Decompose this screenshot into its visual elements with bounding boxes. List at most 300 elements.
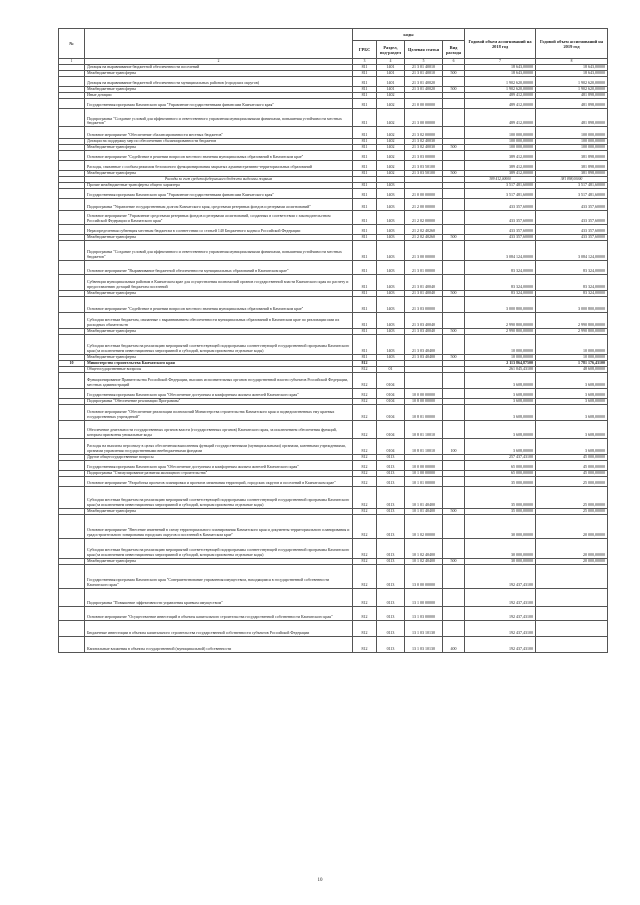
grbs-cell: 812 xyxy=(353,372,377,388)
target-article-cell: 10 0 00 00000 xyxy=(405,388,443,398)
row-name-cell: Государственная программа Камчатского края "Управление государственными финансами Камчатского края" xyxy=(85,99,353,109)
amount-2018-cell: 389 412,00000 xyxy=(465,161,536,171)
header-2019: Годовой объем ассигнований на 2019 год xyxy=(536,29,608,59)
amount-2019-cell: 1 902 620,00000 xyxy=(536,77,608,87)
amount-2019-cell: 20 000,00000 xyxy=(536,538,608,558)
amount-2019-cell: 381 898,00000 xyxy=(536,161,608,171)
target-article-cell: 21 0 00 00000 xyxy=(405,99,443,109)
row-number-cell xyxy=(59,372,85,388)
amount-2019-cell: 3 608,00000 xyxy=(536,388,608,398)
amount-2019-cell: 25 000,00000 xyxy=(536,486,608,508)
expense-type-cell: 500 xyxy=(443,508,465,514)
section-cell: 0113 xyxy=(377,476,405,486)
amount-2018-cell: 3 608,00000 xyxy=(465,404,536,420)
section-cell: 0104 xyxy=(377,388,405,398)
amount-2018-cell: 433 357,60000 xyxy=(465,224,536,234)
expense-type-cell: 500 xyxy=(443,234,465,240)
table-row xyxy=(59,636,608,652)
amount-2019-cell: 20 000,00000 xyxy=(536,558,608,564)
section-cell: 1401 xyxy=(377,77,405,87)
expense-type-cell xyxy=(443,274,465,290)
row-number-cell xyxy=(59,240,85,260)
target-article-cell: 10 1 02 40400 xyxy=(405,558,443,564)
table-row xyxy=(59,77,608,87)
row-name-cell: Основное мероприятие "Содействие в решении вопросов местного значения муниципальных образований в Камчатском крае" xyxy=(85,151,353,161)
section-cell: 1402 xyxy=(377,93,405,99)
index-cell: 3 xyxy=(353,59,377,65)
section-cell: 0113 xyxy=(377,564,405,588)
grbs-cell: 811 xyxy=(353,334,377,354)
target-article-cell: 21 3 01 40010 xyxy=(405,71,443,77)
grbs-cell: 812 xyxy=(353,420,377,438)
row-name-cell: Подпрограмма "Создание условий для эффективного и ответственного управления муниципальными финансами, повышения устойчивости местных бюджетов" xyxy=(85,109,353,127)
amount-2018-cell: 3 084 124,00000 xyxy=(465,240,536,260)
target-article-cell: 21 3 00 00000 xyxy=(405,240,443,260)
grbs-cell: 811 xyxy=(353,151,377,161)
amount-2019-cell: 433 357,60000 xyxy=(536,210,608,224)
row-name-cell: Расходы на выплаты персоналу в целях обеспечения выполнения функций государственными (муниципальными) органами, казенными учреждениями, органами управления государственными внебюджетными фондами xyxy=(85,438,353,454)
amount-2018-cell: 489 412,00000 xyxy=(465,99,536,109)
amount-2019-cell: 3 000 800,00000 xyxy=(536,296,608,312)
section-cell: 0113 xyxy=(377,558,405,564)
table-row xyxy=(59,476,608,486)
amount-2018-cell: 18 643,00000 xyxy=(465,65,536,71)
row-name-cell: Прочие межбюджетные трансферты общего характера xyxy=(85,182,353,188)
grbs-cell: 812 xyxy=(353,360,377,366)
expense-type-cell xyxy=(443,514,465,538)
amount-2019-cell: 83 324,00000 xyxy=(536,290,608,296)
amount-2019-cell: 3 608,00000 xyxy=(536,404,608,420)
amount-2018-cell: 389 412,00000 xyxy=(465,151,536,161)
row-number-cell xyxy=(59,606,85,620)
row-number-cell xyxy=(59,312,85,328)
expense-type-cell xyxy=(443,588,465,606)
row-name-cell: Межбюджетные трансферты xyxy=(85,87,353,93)
expense-type-cell xyxy=(443,620,465,636)
row-number-cell xyxy=(59,564,85,588)
table-row xyxy=(59,260,608,274)
grbs-cell: 811 xyxy=(353,77,377,87)
section-cell: 0113 xyxy=(377,620,405,636)
index-cell: 7 xyxy=(465,59,536,65)
header-2018: Годовой объем ассигнований на 2018 год xyxy=(465,29,536,59)
amount-2019-cell xyxy=(536,620,608,636)
amount-2019-cell xyxy=(536,606,608,620)
target-article-cell: 21 3 03 00000 xyxy=(405,151,443,161)
amount-2019-cell xyxy=(536,636,608,652)
table-row xyxy=(59,274,608,290)
row-number-cell xyxy=(59,188,85,198)
table-row xyxy=(59,210,608,224)
row-number-cell xyxy=(59,210,85,224)
grbs-cell: 811 xyxy=(353,161,377,171)
amount-2019-cell: 381 898,00000 xyxy=(536,171,608,177)
amount-2018-cell: 489 412,00000 xyxy=(465,109,536,127)
amount-2018-cell: 10 000,00000 xyxy=(465,354,536,360)
amount-2019-cell: 481 898,00000 xyxy=(536,93,608,99)
amount-2018-cell: 433 357,60000 xyxy=(465,198,536,210)
row-number-cell xyxy=(59,224,85,234)
amount-2018-cell: 18 643,00000 xyxy=(465,71,536,77)
amount-2019-cell: 18 643,00000 xyxy=(536,71,608,77)
amount-2018-cell: 1 902 620,00000 xyxy=(465,87,536,93)
grbs-cell: 811 xyxy=(353,182,377,188)
grbs-cell: 812 xyxy=(353,460,377,470)
section-cell: 1403 xyxy=(377,334,405,354)
section-cell: 0104 xyxy=(377,420,405,438)
amount-2019-cell: 25 000,00000 xyxy=(536,508,608,514)
target-article-cell: 21 2 00 00000 xyxy=(405,198,443,210)
target-article-cell: 21 3 02 40030 xyxy=(405,139,443,145)
section-cell: 1403 xyxy=(377,182,405,188)
target-article-cell: 10 8 00 00000 xyxy=(405,398,443,404)
section-cell: 1402 xyxy=(377,161,405,171)
target-article-cell: 13 0 00 00000 xyxy=(405,564,443,588)
target-article-cell: 21 3 01 40020 xyxy=(405,77,443,87)
row-number-cell xyxy=(59,161,85,171)
table-row xyxy=(59,514,608,538)
row-number-cell xyxy=(59,476,85,486)
section-cell: 01 xyxy=(377,366,405,372)
target-article-cell: 21 3 01 40020 xyxy=(405,87,443,93)
header-target: Целевая статья xyxy=(405,41,443,59)
grbs-cell: 811 xyxy=(353,99,377,109)
index-cell: 6 xyxy=(443,59,465,65)
amount-2018-cell: 83 324,00000 xyxy=(465,274,536,290)
grbs-cell: 812 xyxy=(353,470,377,476)
row-name-cell: Подпрограмма "Создание условий для эффективного и ответственного управления муниципальными финансами, повышения устойчивости местных бюджетов" xyxy=(85,240,353,260)
grbs-cell: 811 xyxy=(353,109,377,127)
section-cell: 1403 xyxy=(377,210,405,224)
budget-table-sheet xyxy=(58,28,607,653)
expense-type-cell xyxy=(443,127,465,139)
amount-2019-cell: 100 000,00000 xyxy=(536,145,608,151)
amount-2018-cell: 30 000,00000 xyxy=(465,538,536,558)
target-article-cell: 10 1 00 00000 xyxy=(405,470,443,476)
grbs-cell: 812 xyxy=(353,476,377,486)
target-article-cell: 21 3 02 00000 xyxy=(405,127,443,139)
section-cell: 0104 xyxy=(377,398,405,404)
grbs-cell: 811 xyxy=(353,210,377,224)
table-row xyxy=(59,109,608,127)
amount-2018-cell: 192 437,43100 xyxy=(465,636,536,652)
amount-2019-cell: 3 608,00000 xyxy=(536,398,608,404)
grbs-cell: 811 xyxy=(353,188,377,198)
expense-type-cell xyxy=(443,260,465,274)
section-cell: 0113 xyxy=(377,538,405,558)
section-cell: 0104 xyxy=(377,438,405,454)
table-row xyxy=(59,224,608,234)
section-cell: 1403 xyxy=(377,224,405,234)
row-number-cell xyxy=(59,420,85,438)
target-article-cell: 10 1 01 40400 xyxy=(405,508,443,514)
table-row xyxy=(59,372,608,388)
grbs-cell: 811 xyxy=(353,71,377,77)
grbs-cell: 812 xyxy=(353,388,377,398)
header-name xyxy=(85,29,353,59)
grbs-cell: 811 xyxy=(353,274,377,290)
expense-type-cell xyxy=(443,606,465,620)
target-article-cell: 13 1 03 10130 xyxy=(405,620,443,636)
target-article-cell: 10 0 00 00000 xyxy=(405,460,443,470)
grbs-cell: 812 xyxy=(353,514,377,538)
target-article-cell: 21 3 01 40040 xyxy=(405,290,443,296)
expense-type-cell: 500 xyxy=(443,87,465,93)
row-name-cell: Дотация на выравнивание бюджетной обеспеченности муниципальных районов (городских округов) xyxy=(85,77,353,87)
expense-type-cell xyxy=(443,210,465,224)
table-row xyxy=(59,296,608,312)
row-name-cell: Межбюджетные трансферты xyxy=(85,558,353,564)
table-row xyxy=(59,161,608,171)
amount-2019-cell: 20 000,00000 xyxy=(536,514,608,538)
expense-type-cell xyxy=(443,372,465,388)
amount-2018-cell: 3 000 800,00000 xyxy=(465,296,536,312)
target-article-cell: 21 2 02 00000 xyxy=(405,210,443,224)
amount-2019-cell: 3 084 124,00000 xyxy=(536,240,608,260)
grbs-cell: 811 xyxy=(353,145,377,151)
table-row xyxy=(59,151,608,161)
grbs-cell: 812 xyxy=(353,620,377,636)
amount-2018-cell: 2 990 800,00000 xyxy=(465,328,536,334)
section-cell: 0113 xyxy=(377,606,405,620)
table-row xyxy=(59,620,608,636)
target-article-cell: 10 8 01 00000 xyxy=(405,404,443,420)
amount-2019-cell: 381 898,00000 xyxy=(536,151,608,161)
expense-type-cell: 500 xyxy=(443,290,465,296)
table-row xyxy=(59,127,608,139)
expense-type-cell xyxy=(443,476,465,486)
table-body xyxy=(59,59,608,653)
target-article-cell: 10 1 02 00000 xyxy=(405,514,443,538)
section-cell: 1402 xyxy=(377,151,405,161)
table-row xyxy=(59,564,608,588)
target-article-cell: 10 8 01 10010 xyxy=(405,438,443,454)
index-cell: 1 xyxy=(59,59,85,65)
amount-2019-cell: 10 000,00000 xyxy=(536,354,608,360)
table-row xyxy=(59,99,608,109)
target-article-cell: 21 3 03 40040 xyxy=(405,312,443,328)
amount-2018-cell: 35 000,00000 xyxy=(465,508,536,514)
grbs-cell: 811 xyxy=(353,312,377,328)
row-name-cell: Подпрограмма "Управление государственным долгом Камчатского края, средствами резервных фондов и резервами ассигнований" xyxy=(85,198,353,210)
expense-type-cell xyxy=(443,420,465,438)
target-article-cell: 21 3 02 40030 xyxy=(405,145,443,151)
row-number-cell xyxy=(59,77,85,87)
row-number-cell xyxy=(59,538,85,558)
target-article-cell xyxy=(405,372,443,388)
expense-type-cell: 500 xyxy=(443,145,465,151)
amount-2018-cell: 257 437,43100 xyxy=(465,454,536,460)
target-article-cell: 10 8 01 10010 xyxy=(405,420,443,438)
expense-type-cell: 500 xyxy=(443,171,465,177)
row-name-cell: Основное мероприятие "Внесение изменений в схему территориального планирования Камчатского края и документы территориального планирования и градостроительного зонирования городских округов и поселений в Камчатском крае" xyxy=(85,514,353,538)
expense-type-cell xyxy=(443,296,465,312)
header-type: Вид расхода xyxy=(443,41,465,59)
section-cell: 1403 xyxy=(377,354,405,360)
grbs-cell: 811 xyxy=(353,127,377,139)
expense-type-cell: 400 xyxy=(443,636,465,652)
row-number-cell xyxy=(59,636,85,652)
row-number-cell: 10 xyxy=(59,360,85,366)
grbs-cell: 812 xyxy=(353,486,377,508)
section-cell: 1403 xyxy=(377,328,405,334)
amount-2018-cell: 433 357,60000 xyxy=(465,210,536,224)
grbs-cell: 812 xyxy=(353,588,377,606)
row-name-cell: Дотации на поддержку мер по обеспечению сбалансированности бюджетов xyxy=(85,139,353,145)
row-number-cell xyxy=(59,514,85,538)
amount-2019-cell: 100 000,00000 xyxy=(536,127,608,139)
row-name-cell: Расходы, связанные с особым режимом безопасного функционирования закрытых административно-территориальных образований xyxy=(85,161,353,171)
grbs-cell: 811 xyxy=(353,87,377,93)
amount-2018-cell: 2 990 800,00000 xyxy=(465,312,536,328)
amount-2019-cell: 83 324,00000 xyxy=(536,274,608,290)
section-cell: 1403 xyxy=(377,290,405,296)
row-number-cell xyxy=(59,198,85,210)
amount-2018-cell: 65 000,00000 xyxy=(465,470,536,476)
section-cell: 1403 xyxy=(377,188,405,198)
row-name-cell: Бюджетные инвестиции в объекты капитального строительства государственной собственности субъектов Российской Федерации xyxy=(85,620,353,636)
amount-2018-cell: 3 608,00000 xyxy=(465,388,536,398)
row-number-cell xyxy=(59,460,85,470)
section-cell: 0113 xyxy=(377,636,405,652)
row-number-cell xyxy=(59,486,85,508)
row-name-cell: Субсидии местным бюджетам на реализацию мероприятий соответствующей подпрограммы соответствующей государственной программы Камчатского края (за исключением инвестиционных мероприятий и субсидий, которым присвоены отдельные коды) xyxy=(85,538,353,558)
header-number: № xyxy=(59,29,85,59)
grbs-cell: 812 xyxy=(353,636,377,652)
amount-2018-cell: 192 437,43100 xyxy=(465,620,536,636)
section-cell: 1403 xyxy=(377,260,405,274)
table-row xyxy=(59,404,608,420)
row-name-cell: Основное мероприятие "Обеспечение реализации полномочий Министерства строительства Камчатского края и подведомственных ему краевых государственных учреждений" xyxy=(85,404,353,420)
row-name-cell: Иные дотации xyxy=(85,93,353,99)
index-cell: 2 xyxy=(85,59,353,65)
section-cell: 1401 xyxy=(377,87,405,93)
amount-2019-cell: 83 324,00000 xyxy=(536,260,608,274)
grbs-cell: 811 xyxy=(353,65,377,71)
amount-2019-cell: 3 608,00000 xyxy=(536,438,608,454)
amount-2019-cell: 1 902 620,00000 xyxy=(536,87,608,93)
amount-2019-cell: 45 000,00000 xyxy=(536,460,608,470)
table-row xyxy=(59,606,608,620)
amount-2019-cell: 10 000,00000 xyxy=(536,334,608,354)
section-cell: 1402 xyxy=(377,171,405,177)
section-cell: 0113 xyxy=(377,508,405,514)
index-cell: 5 xyxy=(405,59,443,65)
amount-2019-cell: 3 517 481,60000 xyxy=(536,188,608,198)
grbs-cell: 811 xyxy=(353,93,377,99)
header-grbs: ГРБС xyxy=(353,41,377,59)
grbs-cell: 812 xyxy=(353,398,377,404)
amount-2019-cell xyxy=(536,564,608,588)
row-name-cell: Межбюджетные трансферты xyxy=(85,145,353,151)
row-name-cell: Межбюджетные трансферты xyxy=(85,234,353,240)
amount-2018-cell: 433 357,60000 xyxy=(465,234,536,240)
row-name-cell: Межбюджетные трансферты xyxy=(85,508,353,514)
budget-table xyxy=(58,28,608,653)
amount-2019-cell: 433 357,60000 xyxy=(536,234,608,240)
target-article-cell: 13 1 03 10130 xyxy=(405,636,443,652)
grbs-cell: 811 xyxy=(353,296,377,312)
row-name-cell: Основное мероприятие "Разработка проектов планировки и проектов межевания территорий, городских округов и поселений в Камчатском крае" xyxy=(85,476,353,486)
amount-2018-cell: 35 000,00000 xyxy=(465,476,536,486)
row-name-cell: Функционирование Правительства Российской Федерации, высших исполнительных органов государственной власти субъектов Российской Федерации, местных администраций xyxy=(85,372,353,388)
section-cell: 0113 xyxy=(377,460,405,470)
expense-type-cell xyxy=(443,161,465,171)
amount-2019-cell: 2 990 800,00000 xyxy=(536,328,608,334)
section-cell: 0113 xyxy=(377,588,405,606)
amount-2018-cell: 100 000,00000 xyxy=(465,127,536,139)
row-number-cell xyxy=(59,620,85,636)
target-article-cell: 21 2 02 40260 xyxy=(405,224,443,234)
expense-type-cell: 500 xyxy=(443,354,465,360)
target-article-cell: 21 3 00 00000 xyxy=(405,109,443,127)
section-cell: 1403 xyxy=(377,234,405,240)
amount-2018-cell: 1 902 620,00000 xyxy=(465,77,536,87)
grbs-cell: 811 xyxy=(353,139,377,145)
row-name-cell: Подпрограмма "Повышение эффективности управления краевым имуществом" xyxy=(85,588,353,606)
row-name-cell: Дотация на выравнивание бюджетной обеспеченности поселений xyxy=(85,65,353,71)
grbs-cell: 811 xyxy=(353,354,377,360)
expense-type-cell xyxy=(443,388,465,398)
page-number: 10 xyxy=(317,878,323,883)
row-name-cell: Нераспределенная субвенция местным бюджетам в соответствии со статьей 140 Бюджетного кодекса Российской Федерации xyxy=(85,224,353,234)
row-name-cell: Государственная программа Камчатского края "Управление государственными финансами Камчатского края" xyxy=(85,188,353,198)
target-article-cell: 21 3 03 40040 xyxy=(405,328,443,334)
grbs-cell: 812 xyxy=(353,454,377,460)
grbs-cell: 812 xyxy=(353,404,377,420)
table-row xyxy=(59,538,608,558)
amount-2018-cell: 192 437,43100 xyxy=(465,588,536,606)
section-cell: 1402 xyxy=(377,99,405,109)
target-article-cell: 21 3 03 40400 xyxy=(405,354,443,360)
amount-2019-cell: 45 000,00000 xyxy=(536,470,608,476)
target-article-cell: 21 3 03 40400 xyxy=(405,334,443,354)
expense-type-cell xyxy=(443,538,465,558)
row-name-cell: Субсидии местным бюджетам на реализацию мероприятий соответствующей подпрограммы соответствующей государственной программы Камчатского края (за исключением инвестиционных мероприятий и субсидий, которым присвоены отдельные коды) xyxy=(85,334,353,354)
row-number-cell xyxy=(59,99,85,109)
expense-type-cell xyxy=(443,224,465,234)
expense-type-cell xyxy=(443,460,465,470)
grbs-cell: 812 xyxy=(353,606,377,620)
amount-2018-cell: 3 608,00000 xyxy=(465,420,536,438)
row-name-cell: Обеспечение деятельности государственных органов власти (государственных органов) Камчатского края, за исключением обеспечения функций, которым присвоены уникальные коды xyxy=(85,420,353,438)
grbs-cell: 812 xyxy=(353,564,377,588)
row-name-cell: Общегосударственные вопросы xyxy=(85,366,353,372)
grbs-cell: 812 xyxy=(353,438,377,454)
amount-2019-cell: 18 643,00000 xyxy=(536,65,608,71)
amount-2019-cell: 45 000,00000 xyxy=(536,454,608,460)
expense-type-cell xyxy=(443,312,465,328)
amount-2019-cell: 2 990 800,00000 xyxy=(536,312,608,328)
amount-2018-cell: 100 000,00000 xyxy=(465,139,536,145)
grbs-cell: 812 xyxy=(353,558,377,564)
grbs-cell: 812 xyxy=(353,538,377,558)
amount-2018-cell: 30 000,00000 xyxy=(465,558,536,564)
target-article-cell: 10 1 02 40400 xyxy=(405,538,443,558)
row-name-cell: Капитальные вложения в объекты государственной (муниципальной) собственности xyxy=(85,636,353,652)
row-name-cell: Основное мероприятие "Выравнивание бюджетной обеспеченности муниципальных образований в Камчатском крае" xyxy=(85,260,353,274)
section-cell: 1402 xyxy=(377,109,405,127)
table-row xyxy=(59,198,608,210)
section-cell: 0113 xyxy=(377,514,405,538)
section-cell: 1402 xyxy=(377,145,405,151)
amount-2018-cell: 3 608,00000 xyxy=(465,372,536,388)
row-number-cell xyxy=(59,588,85,606)
table-row xyxy=(59,438,608,454)
row-number-cell xyxy=(59,109,85,127)
row-number-cell xyxy=(59,388,85,398)
amount-2018-cell: 261 045,43100 xyxy=(465,366,536,372)
